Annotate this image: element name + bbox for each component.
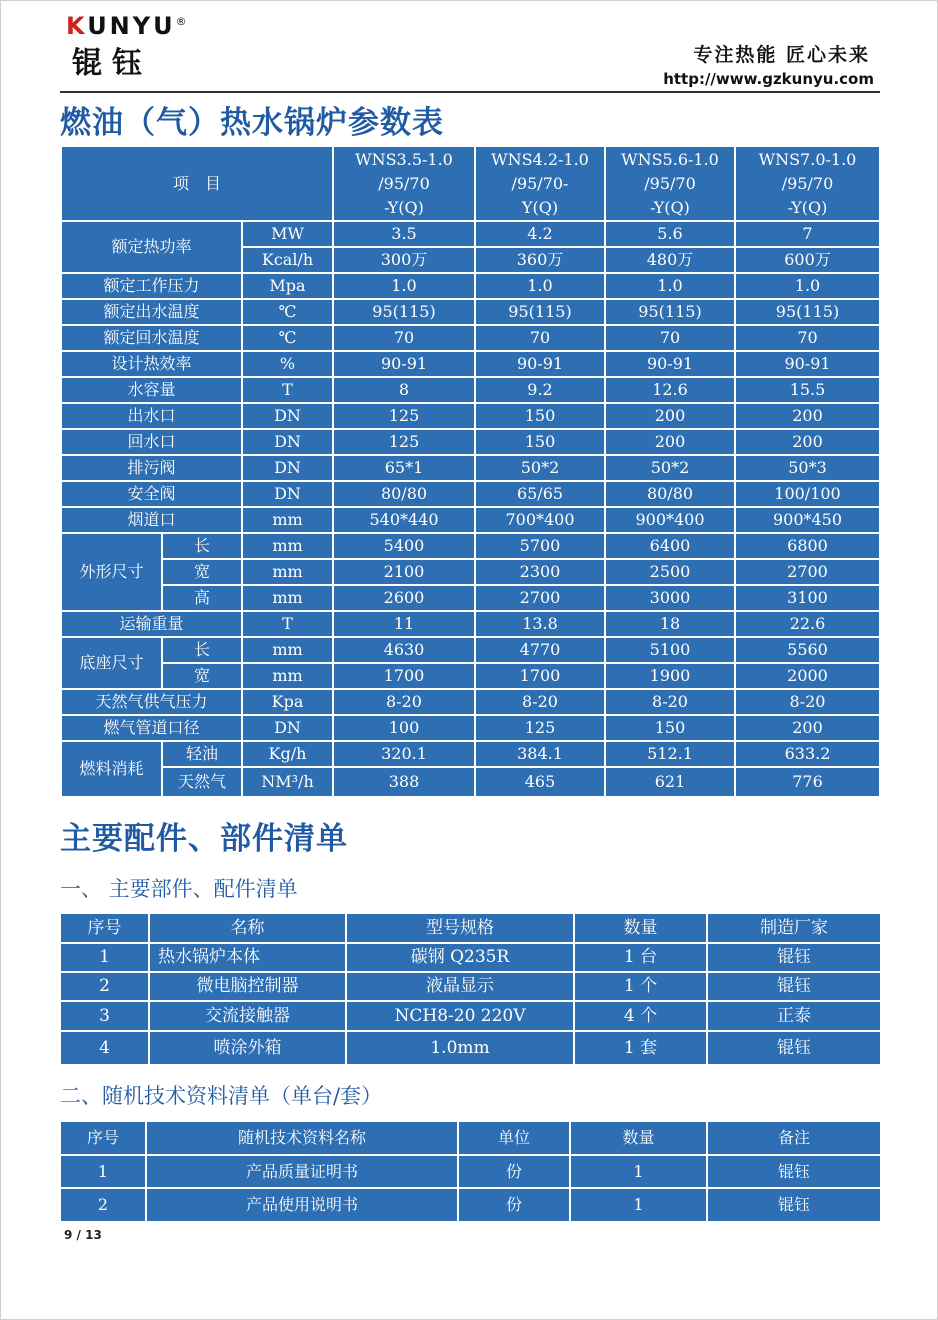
value-cell: 125 xyxy=(333,403,475,429)
table-header-row xyxy=(60,913,881,943)
section-title: 主要配件、部件清单 xyxy=(60,821,348,857)
value-cell: 4.2 xyxy=(475,221,605,247)
value-cell: 90-91 xyxy=(735,351,880,377)
table-row xyxy=(61,741,880,767)
row-label: 燃气管道口径 xyxy=(61,715,242,741)
value-cell: 80/80 xyxy=(605,481,735,507)
model-header: WNS3.5-1.0 /95/70 -Y(Q) xyxy=(333,146,475,221)
value-cell: 11 xyxy=(333,611,475,637)
value-cell: 90-91 xyxy=(475,351,605,377)
value-cell: 90-91 xyxy=(605,351,735,377)
value-cell: 776 xyxy=(735,767,880,797)
item-header: 项 目 xyxy=(61,146,333,221)
table-row xyxy=(61,299,880,325)
unit-cell: Kpa xyxy=(242,689,333,715)
value-cell: 1700 xyxy=(475,663,605,689)
docs-heading: 二、随机技术资料清单（单台/套） xyxy=(60,1084,383,1108)
value-cell: 6800 xyxy=(735,533,880,559)
table-row xyxy=(60,943,881,972)
value-cell: 2700 xyxy=(735,559,880,585)
value-cell: 700*400 xyxy=(475,507,605,533)
cell: 1 xyxy=(570,1188,707,1222)
value-cell: 95(115) xyxy=(735,299,880,325)
cell: 微电脑控制器 xyxy=(149,972,346,1001)
table-row xyxy=(61,715,880,741)
value-cell: 100/100 xyxy=(735,481,880,507)
table-row xyxy=(61,507,880,533)
value-cell: 320.1 xyxy=(333,741,475,767)
row-label: 设计热效率 xyxy=(61,351,242,377)
unit-cell: Kg/h xyxy=(242,741,333,767)
model-header: WNS4.2-1.0 /95/70- Y(Q) xyxy=(475,146,605,221)
table-row xyxy=(61,273,880,299)
table-row xyxy=(61,351,880,377)
value-cell: 5100 xyxy=(605,637,735,663)
value-cell: 50*2 xyxy=(605,455,735,481)
value-cell: 8-20 xyxy=(333,689,475,715)
sub-label: 宽 xyxy=(162,663,242,689)
value-cell: 200 xyxy=(735,715,880,741)
sub-label: 长 xyxy=(162,533,242,559)
column-header: 名称 xyxy=(149,913,346,943)
value-cell: 95(115) xyxy=(333,299,475,325)
company-logo-cjk: 锟钰 xyxy=(72,46,152,81)
parts-table xyxy=(59,912,882,1066)
cell: 液晶显示 xyxy=(346,972,574,1001)
slogan: 专注热能 匠心未来 xyxy=(693,44,870,66)
unit-cell: T xyxy=(242,377,333,403)
value-cell: 600万 xyxy=(735,247,880,273)
row-group-label: 底座尺寸 xyxy=(61,637,162,689)
value-cell: 388 xyxy=(333,767,475,797)
value-cell: 5700 xyxy=(475,533,605,559)
parameter-table xyxy=(60,145,881,798)
unit-cell: % xyxy=(242,351,333,377)
cell: 2 xyxy=(60,1188,146,1222)
value-cell: 200 xyxy=(605,403,735,429)
row-label: 额定热功率 xyxy=(61,221,242,273)
cell: NCH8-20 220V xyxy=(346,1001,574,1031)
unit-cell: ℃ xyxy=(242,299,333,325)
row-label: 运输重量 xyxy=(61,611,242,637)
cell: 4 个 xyxy=(574,1001,707,1031)
cell: 锟钰 xyxy=(707,1155,881,1188)
value-cell: 200 xyxy=(605,429,735,455)
table-row xyxy=(61,221,880,247)
column-header: 单位 xyxy=(458,1121,570,1155)
cell: 4 xyxy=(60,1031,149,1065)
table-row xyxy=(61,455,880,481)
value-cell: 70 xyxy=(735,325,880,351)
column-header: 备注 xyxy=(707,1121,881,1155)
value-cell: 8 xyxy=(333,377,475,403)
cell: 锟钰 xyxy=(707,1188,881,1222)
column-header: 数量 xyxy=(570,1121,707,1155)
value-cell: 2100 xyxy=(333,559,475,585)
value-cell: 1700 xyxy=(333,663,475,689)
value-cell: 1.0 xyxy=(475,273,605,299)
cell: 交流接触器 xyxy=(149,1001,346,1031)
value-cell: 22.6 xyxy=(735,611,880,637)
value-cell: 3000 xyxy=(605,585,735,611)
value-cell: 512.1 xyxy=(605,741,735,767)
value-cell: 5560 xyxy=(735,637,880,663)
value-cell: 900*450 xyxy=(735,507,880,533)
unit-cell: Kcal/h xyxy=(242,247,333,273)
row-label: 烟道口 xyxy=(61,507,242,533)
unit-cell: mm xyxy=(242,507,333,533)
table-row xyxy=(61,429,880,455)
table-row xyxy=(61,663,880,689)
cell: 1.0mm xyxy=(346,1031,574,1065)
unit-cell: DN xyxy=(242,481,333,507)
cell: 份 xyxy=(458,1188,570,1222)
unit-cell: Mpa xyxy=(242,273,333,299)
table-row xyxy=(61,585,880,611)
table-row xyxy=(60,1031,881,1065)
value-cell: 125 xyxy=(333,429,475,455)
header-rule xyxy=(60,91,880,93)
value-cell: 621 xyxy=(605,767,735,797)
model-header: WNS7.0-1.0 /95/70 -Y(Q) xyxy=(735,146,880,221)
value-cell: 100 xyxy=(333,715,475,741)
cell: 1 个 xyxy=(574,972,707,1001)
value-cell: 480万 xyxy=(605,247,735,273)
unit-cell: MW xyxy=(242,221,333,247)
value-cell: 70 xyxy=(475,325,605,351)
company-logo: KUNYU® xyxy=(66,12,187,40)
model-header-row xyxy=(61,146,880,221)
cell: 产品使用说明书 xyxy=(146,1188,458,1222)
value-cell: 384.1 xyxy=(475,741,605,767)
cell: 产品质量证明书 xyxy=(146,1155,458,1188)
sub-label: 长 xyxy=(162,637,242,663)
cell: 碳钢 Q235R xyxy=(346,943,574,972)
value-cell: 2000 xyxy=(735,663,880,689)
table-row xyxy=(61,533,880,559)
value-cell: 5400 xyxy=(333,533,475,559)
cell: 份 xyxy=(458,1155,570,1188)
row-label: 出水口 xyxy=(61,403,242,429)
row-label: 天然气供气压力 xyxy=(61,689,242,715)
value-cell: 540*440 xyxy=(333,507,475,533)
cell: 1 xyxy=(570,1155,707,1188)
value-cell: 633.2 xyxy=(735,741,880,767)
column-header: 数量 xyxy=(574,913,707,943)
table-header-row xyxy=(60,1121,881,1155)
value-cell: 95(115) xyxy=(475,299,605,325)
unit-cell: ℃ xyxy=(242,325,333,351)
value-cell: 4770 xyxy=(475,637,605,663)
value-cell: 1.0 xyxy=(605,273,735,299)
parts-heading: 一、 主要部件、配件清单 xyxy=(60,877,298,901)
value-cell: 15.5 xyxy=(735,377,880,403)
cell: 锟钰 xyxy=(707,1031,881,1065)
value-cell: 3100 xyxy=(735,585,880,611)
value-cell: 1.0 xyxy=(735,273,880,299)
row-label: 安全阀 xyxy=(61,481,242,507)
value-cell: 12.6 xyxy=(605,377,735,403)
value-cell: 70 xyxy=(333,325,475,351)
value-cell: 7 xyxy=(735,221,880,247)
model-header: WNS5.6-1.0 /95/70 -Y(Q) xyxy=(605,146,735,221)
value-cell: 8-20 xyxy=(475,689,605,715)
unit-cell: NM³/h xyxy=(242,767,333,797)
value-cell: 13.8 xyxy=(475,611,605,637)
value-cell: 125 xyxy=(475,715,605,741)
value-cell: 150 xyxy=(605,715,735,741)
value-cell: 90-91 xyxy=(333,351,475,377)
value-cell: 9.2 xyxy=(475,377,605,403)
table-row xyxy=(61,767,880,797)
row-label: 额定出水温度 xyxy=(61,299,242,325)
value-cell: 150 xyxy=(475,429,605,455)
table-row xyxy=(60,1188,881,1222)
table-row xyxy=(61,689,880,715)
sub-label: 宽 xyxy=(162,559,242,585)
value-cell: 65/65 xyxy=(475,481,605,507)
sub-label: 天然气 xyxy=(162,767,242,797)
cell: 1 套 xyxy=(574,1031,707,1065)
value-cell: 2500 xyxy=(605,559,735,585)
value-cell: 1900 xyxy=(605,663,735,689)
value-cell: 900*400 xyxy=(605,507,735,533)
table-row xyxy=(60,1001,881,1031)
unit-cell: DN xyxy=(242,455,333,481)
value-cell: 150 xyxy=(475,403,605,429)
unit-cell: DN xyxy=(242,403,333,429)
sub-label: 轻油 xyxy=(162,741,242,767)
value-cell: 3.5 xyxy=(333,221,475,247)
cell: 1 台 xyxy=(574,943,707,972)
column-header: 序号 xyxy=(60,913,149,943)
unit-cell: mm xyxy=(242,559,333,585)
value-cell: 8-20 xyxy=(605,689,735,715)
value-cell: 50*3 xyxy=(735,455,880,481)
value-cell: 200 xyxy=(735,403,880,429)
table-row xyxy=(60,1155,881,1188)
unit-cell: DN xyxy=(242,429,333,455)
table-row xyxy=(61,637,880,663)
sub-label: 高 xyxy=(162,585,242,611)
cell: 锟钰 xyxy=(707,972,881,1001)
value-cell: 2300 xyxy=(475,559,605,585)
value-cell: 2700 xyxy=(475,585,605,611)
row-label: 排污阀 xyxy=(61,455,242,481)
value-cell: 8-20 xyxy=(735,689,880,715)
value-cell: 200 xyxy=(735,429,880,455)
value-cell: 1.0 xyxy=(333,273,475,299)
row-label: 额定回水温度 xyxy=(61,325,242,351)
value-cell: 2600 xyxy=(333,585,475,611)
value-cell: 6400 xyxy=(605,533,735,559)
column-header: 序号 xyxy=(60,1121,146,1155)
table-row xyxy=(61,377,880,403)
column-header: 型号规格 xyxy=(346,913,574,943)
value-cell: 80/80 xyxy=(333,481,475,507)
cell: 1 xyxy=(60,943,149,972)
page-title: 燃油（气）热水锅炉参数表 xyxy=(60,105,444,141)
cell: 2 xyxy=(60,972,149,1001)
value-cell: 5.6 xyxy=(605,221,735,247)
value-cell: 300万 xyxy=(333,247,475,273)
cell: 3 xyxy=(60,1001,149,1031)
row-group-label: 燃料消耗 xyxy=(61,741,162,797)
table-row xyxy=(61,481,880,507)
value-cell: 360万 xyxy=(475,247,605,273)
website-link[interactable]: http://www.gzkunyu.com xyxy=(663,70,874,88)
unit-cell: mm xyxy=(242,585,333,611)
value-cell: 465 xyxy=(475,767,605,797)
cell: 热水锅炉本体 xyxy=(149,943,346,972)
value-cell: 18 xyxy=(605,611,735,637)
table-row xyxy=(61,611,880,637)
column-header: 随机技术资料名称 xyxy=(146,1121,458,1155)
row-label: 回水口 xyxy=(61,429,242,455)
row-group-label: 外形尺寸 xyxy=(61,533,162,611)
unit-cell: mm xyxy=(242,533,333,559)
unit-cell: mm xyxy=(242,663,333,689)
value-cell: 4630 xyxy=(333,637,475,663)
value-cell: 65*1 xyxy=(333,455,475,481)
value-cell: 95(115) xyxy=(605,299,735,325)
unit-cell: DN xyxy=(242,715,333,741)
table-row xyxy=(60,972,881,1001)
cell: 喷涂外箱 xyxy=(149,1031,346,1065)
value-cell: 70 xyxy=(605,325,735,351)
docs-table xyxy=(59,1120,882,1223)
cell: 1 xyxy=(60,1155,146,1188)
row-label: 额定工作压力 xyxy=(61,273,242,299)
table-row xyxy=(61,403,880,429)
cell: 锟钰 xyxy=(707,943,881,972)
unit-cell: mm xyxy=(242,637,333,663)
value-cell: 50*2 xyxy=(475,455,605,481)
cell: 正泰 xyxy=(707,1001,881,1031)
table-row xyxy=(61,559,880,585)
row-label: 水容量 xyxy=(61,377,242,403)
unit-cell: T xyxy=(242,611,333,637)
table-row xyxy=(61,325,880,351)
page-number: 9 / 13 xyxy=(64,1228,102,1242)
column-header: 制造厂家 xyxy=(707,913,881,943)
